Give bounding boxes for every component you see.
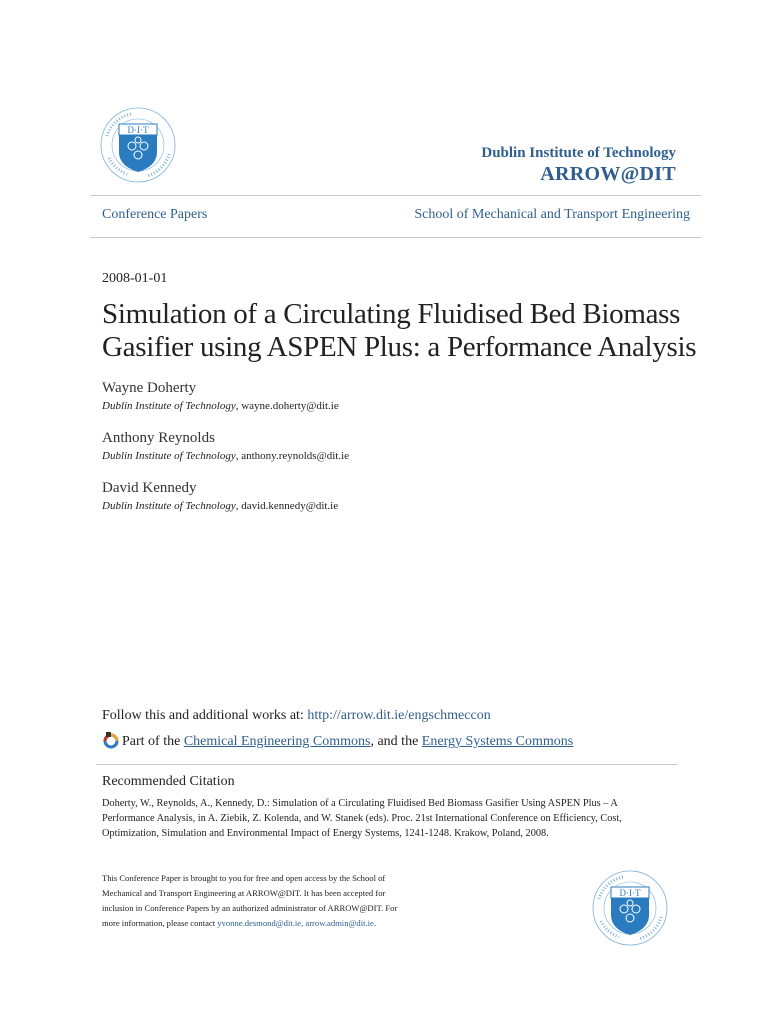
author-affiliation: [102, 400, 702, 412]
title-line: Simulation of a Circulating Fluidised Bed Biomass: [102, 298, 681, 330]
author-email: , wayne.doherty@dit.ie: [235, 400, 339, 412]
citation-heading: Recommended Citation: [102, 774, 235, 789]
access-statement-text: This Conference Paper is brought to you for free and open access by the School of Mechanical and Transport Engineering at ARROW@DIT. It has been accepted for inclusion in Conference Papers by an authorized administrator of ARROW@DIT. For more information, please contact: [102, 873, 398, 928]
department-link[interactable]: School of Mechanical and Transport Engineering: [414, 207, 690, 222]
chemical-engineering-commons-link[interactable]: Chemical Engineering Commons: [183, 734, 371, 749]
institution-header: [481, 145, 676, 186]
follow-line: [102, 708, 491, 724]
open-access-icon: [102, 731, 120, 749]
seal-text: D·I·T: [619, 888, 641, 898]
seal-text: D·I·T: [127, 125, 149, 135]
affiliation-name: Dublin Institute of Technology: [102, 400, 236, 412]
paper-title: [102, 298, 702, 364]
author-email: , david.kennedy@dit.ie: [235, 500, 339, 512]
and-the-text: , and the: [370, 734, 422, 749]
access-statement: [102, 871, 402, 931]
author-name: Wayne Doherty: [102, 380, 197, 396]
author-name: David Kennedy: [102, 480, 197, 496]
title-line: Gasifier using ASPEN Plus: a Performance Analysis: [102, 331, 697, 363]
citation-text: Doherty, W., Reynolds, A., Kennedy, D.: Simulation of a Circulating Fluidised Bed Biomass Gasifier Using ASPEN Plus – A Performance Analysis, in A. Ziebik, Z. Kolenda, and W. Stanek (eds). Proc. 21st International Conference on Efficiency, Cost, Optimization, Simulation and Environmental Impact of Energy Systems, 1241-1248. Krakow, Poland, 2008.: [102, 798, 622, 839]
author-entry: [102, 430, 702, 462]
access-statement-end: .: [373, 918, 376, 928]
divider: [90, 195, 701, 196]
divider: [96, 764, 678, 765]
contact-emails-link[interactable]: yvonne.desmond@dit.ie, arrow.admin@dit.ie: [217, 918, 374, 928]
dit-seal-logo: [99, 106, 177, 184]
collection-link[interactable]: Conference Papers: [102, 207, 208, 222]
follow-url-link[interactable]: http://arrow.dit.ie/engschmeccon: [307, 708, 491, 723]
author-name: Anthony Reynolds: [102, 430, 215, 446]
breadcrumb: [102, 207, 690, 223]
author-affiliation: [102, 500, 702, 512]
author-entry: [102, 380, 702, 412]
affiliation-name: Dublin Institute of Technology: [102, 450, 236, 462]
author-entry: [102, 480, 702, 512]
author-email: , anthony.reynolds@dit.ie: [235, 450, 350, 462]
author-affiliation: [102, 450, 702, 462]
part-of-line: [102, 731, 573, 750]
divider: [90, 237, 701, 238]
publication-date: 2008-01-01: [102, 271, 168, 286]
dit-seal-logo: [591, 869, 669, 947]
follow-label: Follow this and additional works at:: [102, 708, 308, 723]
repository-name[interactable]: ARROW@DIT: [540, 163, 676, 185]
affiliation-name: Dublin Institute of Technology: [102, 500, 236, 512]
energy-systems-commons-link[interactable]: Energy Systems Commons: [421, 734, 574, 749]
institution-name[interactable]: Dublin Institute of Technology: [481, 145, 676, 161]
partof-label: Part of the: [122, 734, 184, 749]
